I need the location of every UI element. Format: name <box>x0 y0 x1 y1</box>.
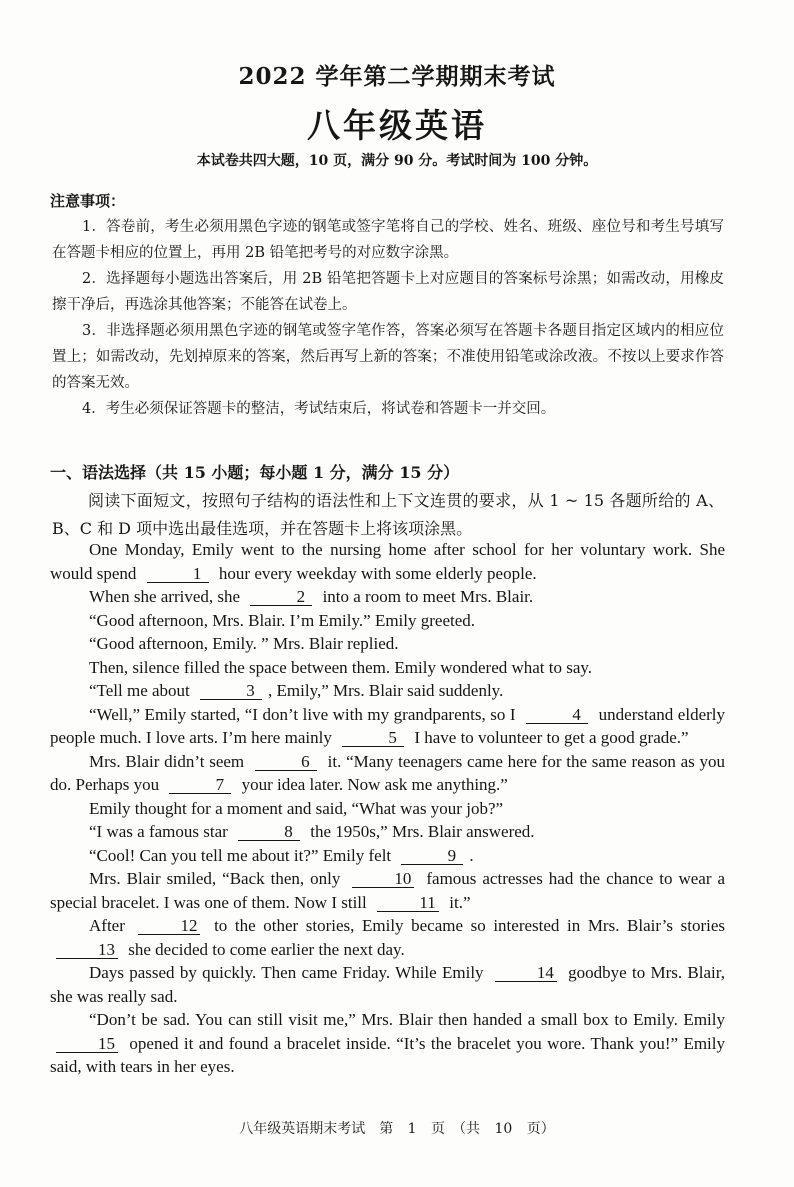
notice-item-3: 3．非选择题必须用黑色字迹的钢笔或签字笔作答，答案必须写在答题卡各题目指定区域内的相应位置上；如需改动，先划掉原来的答案，然后再写上新的答案；不准使用铅笔或涂改液。不按以上要求作答的答案无效。 <box>52 323 724 391</box>
passage-text: “Well,” Emily started, “I don’t live with my grandparents, so I <box>89 704 516 724</box>
reading-passage <box>50 538 725 1079</box>
subject-title: 八年级英语 <box>307 106 487 145</box>
passage-text: Mrs. Blair smiled, “Back then, only <box>89 869 341 888</box>
passage-text: “Tell me about <box>89 681 190 700</box>
exam-year-title: 2022 学年第二学期期末考试 <box>238 63 556 90</box>
passage-text: she decided to come earlier the next day. <box>128 939 405 959</box>
answer-blank-5: 5 <box>342 729 404 747</box>
notice-item-2: 2．选择题每小题选出答案后，用 2B 铅笔把答题卡上对应题目的答案标号涂黑；如需改动，用橡皮擦干净后，再选涂其他答案；不能答在试卷上。 <box>52 271 724 313</box>
answer-blank-6: 6 <box>255 753 317 771</box>
answer-blank-9: 9 <box>401 847 463 865</box>
passage-text: After <box>89 916 125 935</box>
passage-paragraph <box>50 585 725 609</box>
answer-blank-8: 8 <box>238 823 300 841</box>
answer-blank-11: 11 <box>377 894 439 912</box>
passage-paragraph <box>50 961 725 1008</box>
notice-heading: 注意事项： <box>50 192 126 210</box>
passage-text: to the other stories, Emily became so interested in Mrs. Blair’s stories <box>214 916 725 935</box>
passage-paragraph <box>50 679 725 703</box>
passage-paragraph: “Good afternoon, Mrs. Blair. I’m Emily.” Emily greeted. <box>89 610 476 630</box>
answer-blank-10: 10 <box>352 870 414 888</box>
passage-paragraph <box>50 820 725 844</box>
passage-paragraph <box>50 750 725 797</box>
notice-item-1: 1．答卷前，考生必须用黑色字迹的钢笔或签字笔将自己的学校、姓名、班级、座位号和考生号填写在答题卡相应的位置上，再用 2B 铅笔把考号的对应数字涂黑。 <box>52 219 724 261</box>
passage-text: goodbye to Mrs. Blair, she was really sad. <box>50 963 725 1006</box>
passage-text: your idea later. Now ask me anything.” <box>241 775 508 794</box>
passage-text: I have to volunteer to get a good grade.” <box>414 728 689 747</box>
answer-blank-2: 2 <box>250 588 312 606</box>
section-instruction: 阅读下面短文，按照句子结构的语法性和上下文连贯的要求，从 1 ~ 15 各题所给的 A、B、C 和 D 项中选出最佳选项，并在答题卡上将该项涂黑。 <box>52 491 724 538</box>
passage-text: famous actresses had the chance to wear a special bracelet. I was one of them. Now I still <box>50 869 726 912</box>
answer-blank-3: 3 <box>200 682 262 700</box>
passage-text: into a room to meet Mrs. Blair. <box>322 587 534 606</box>
passage-text: “Cool! Can you tell me about it?” Emily felt <box>89 845 392 865</box>
passage-text: , Emily,” Mrs. Blair said suddenly. <box>268 681 504 700</box>
passage-text: understand elderly people much. I love arts. I’m here mainly <box>50 704 726 747</box>
passage-text: “Don’t be sad. You can still visit me,” Mrs. Blair then handed a small box to Emily. Emily <box>89 1010 725 1029</box>
passage-paragraph <box>50 867 725 914</box>
passage-text: Mrs. Blair didn’t seem <box>89 751 245 771</box>
notice-list <box>52 214 724 422</box>
passage-paragraph <box>50 1008 725 1079</box>
passage-text: it.” <box>449 892 471 912</box>
passage-paragraph <box>50 538 725 585</box>
passage-paragraph: “Good afternoon, Emily. ” Mrs. Blair replied. <box>89 634 399 653</box>
answer-blank-15: 15 <box>56 1035 118 1053</box>
answer-blank-7: 7 <box>169 776 231 794</box>
answer-blank-12: 12 <box>138 917 200 935</box>
passage-text: When she arrived, she <box>89 587 241 606</box>
passage-text: . <box>469 845 474 865</box>
passage-paragraph: Then, silence filled the space between them. Emily wondered what to say. <box>89 657 593 677</box>
passage-text: Days passed by quickly. Then came Friday. While Emily <box>89 963 484 982</box>
answer-blank-4: 4 <box>526 706 588 724</box>
passage-text: opened it and found a bracelet inside. “It’s the bracelet you wore. Thank you!” Emily said, with tears in her eyes. <box>50 1033 726 1076</box>
passage-paragraph <box>50 914 725 961</box>
passage-text: One Monday, Emily went to the nursing home after school for her voluntary work. She would spend <box>50 540 725 583</box>
exam-info: 本试卷共四大题，10 页，满分 90 分。考试时间为 100 分钟。 <box>196 153 598 169</box>
passage-paragraph: Emily thought for a moment and said, “What was your job?” <box>89 798 504 818</box>
answer-blank-13: 13 <box>56 941 118 959</box>
passage-text: “I was a famous star <box>89 822 228 841</box>
notice-item-4: 4．考生必须保证答题卡的整洁，考试结束后，将试卷和答题卡一并交回。 <box>82 401 556 417</box>
passage-paragraph <box>50 844 725 868</box>
passage-text: hour every weekday with some elderly people. <box>218 563 537 583</box>
answer-blank-14: 14 <box>495 964 557 982</box>
answer-blank-1: 1 <box>147 565 209 583</box>
page-footer: 八年级英语期末考试 第 1 页 （共 10 页） <box>239 1121 555 1137</box>
passage-text: it. “Many teenagers came here for the same reason as you do. Perhaps you <box>50 751 726 794</box>
section-heading: 一、语法选择（共 15 小题；每小题 1 分，满分 15 分） <box>50 463 460 482</box>
passage-text: the 1950s,” Mrs. Blair answered. <box>310 822 535 841</box>
passage-paragraph <box>50 703 725 750</box>
